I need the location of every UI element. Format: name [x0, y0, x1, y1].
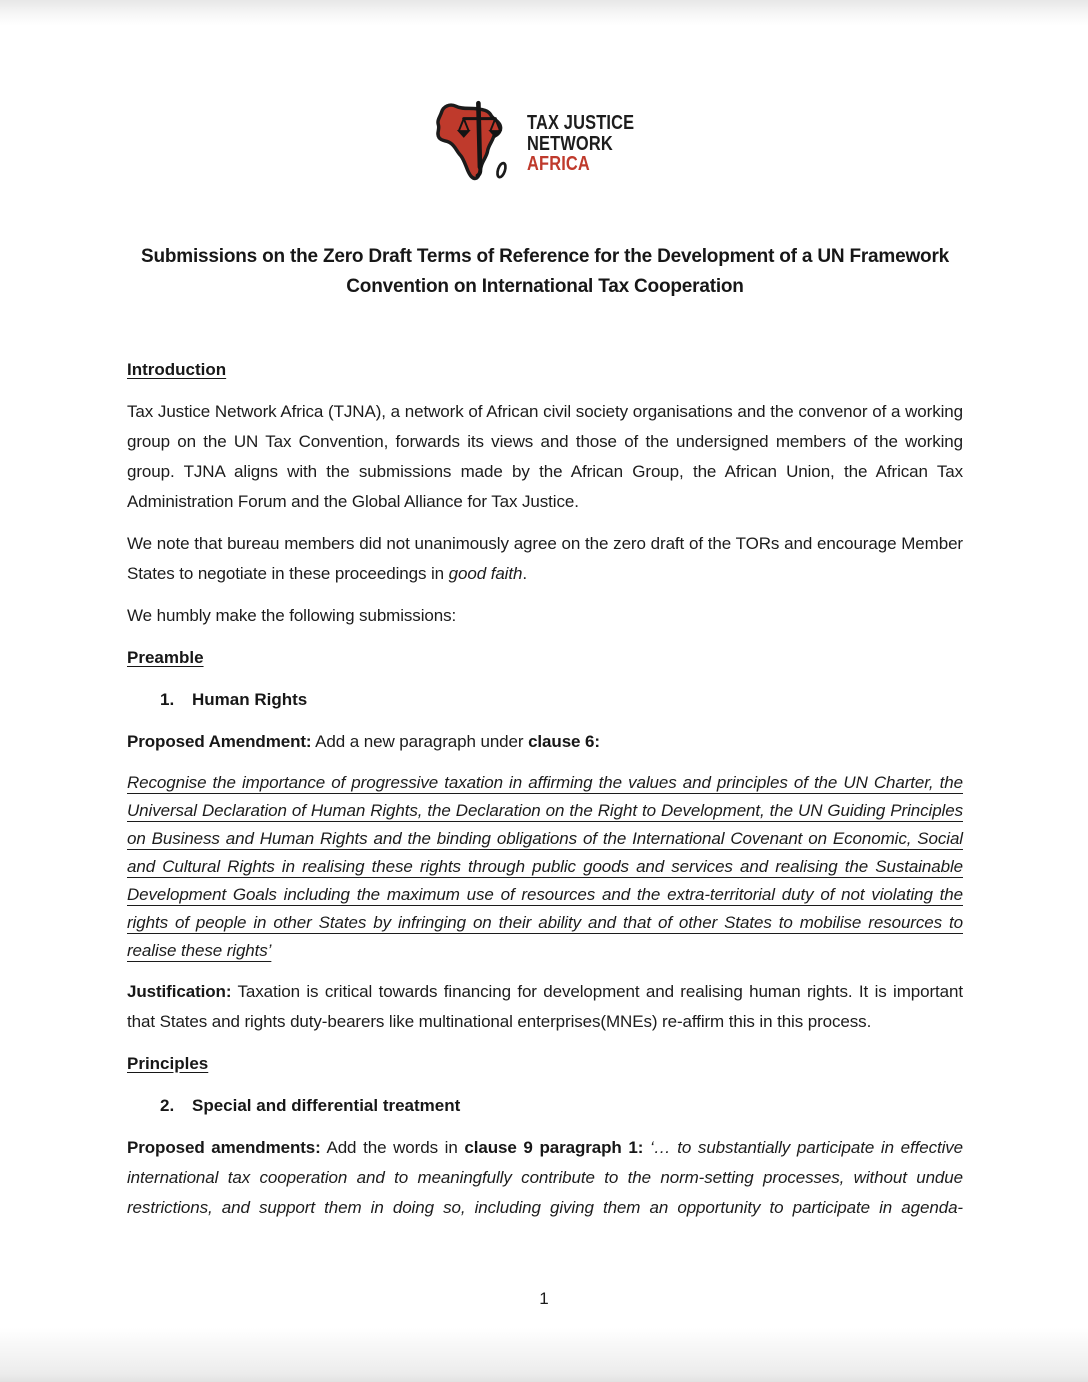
text-run: Add a new paragraph under [311, 732, 529, 751]
heading-introduction: Introduction [127, 360, 227, 379]
page-number: 1 [539, 1289, 549, 1308]
spacer [127, 302, 963, 355]
text-run: . [522, 564, 527, 583]
text-run: good faith [448, 564, 523, 583]
paragraph-proposed-amendment [127, 727, 963, 757]
logo-line-network: NETWORK [526, 132, 613, 155]
logo-line-africa: AFRICA [526, 153, 590, 176]
numbered-item-special-treatment [127, 1091, 963, 1121]
text-run: clause 6: [528, 732, 600, 751]
page-bottom-shadow [0, 1328, 1088, 1382]
text-run: Justification: [127, 982, 232, 1001]
africa-scales-icon [433, 98, 513, 190]
text-run: We note that bureau members did not unanimously agree on the zero draft of the TORs and encourage Member States to negotiate in these proceedings in [127, 534, 963, 583]
paragraph-justification [127, 977, 963, 1037]
paragraph-tjna-intro: Tax Justice Network Africa (TJNA), a network of African civil society organisations and the convenor of a working group on the UN Tax Convention, forwards its views and those of the undersigned members of the working group. TJNA aligns with the submissions made by the African Group, the African Union, the African Tax Administration Forum and the Global Alliance for Tax Justice. [127, 402, 963, 511]
text-run: Add the words in [320, 1138, 465, 1157]
tjna-logo [127, 98, 963, 190]
paragraph-submissions-lead: We humbly make the following submissions: [127, 606, 457, 625]
heading-principles: Principles [127, 1054, 209, 1073]
text-run: Proposed Amendment: [127, 732, 312, 751]
document-content [127, 0, 963, 1235]
numbered-item-human-rights [127, 685, 963, 715]
text-run: clause 9 paragraph 1: [464, 1138, 644, 1157]
heading-preamble: Preamble [127, 648, 204, 667]
item-title: Special and differential treatment [192, 1096, 461, 1115]
document-title: Submissions on the Zero Draft Terms of Reference for the Development of a UN Framework Convention on International Tax Cooperation [140, 246, 950, 297]
text-run: Proposed amendments: [127, 1138, 321, 1157]
item-number: 2. [160, 1096, 175, 1115]
logo-line-tax-justice: TAX JUSTICE [526, 112, 634, 135]
item-title: Human Rights [192, 690, 308, 709]
paragraph-proposed-amendments-clause9 [127, 1133, 963, 1223]
quote-clause6-amendment: Recognise the importance of progressive taxation in affirming the values and principles of the UN Charter, the Universal Declaration of Human Rights, the Declaration on the Right to Development, the UN Guiding Principles on Business and Human Rights and the binding obligations of the International Covenant on Economic, Social and Cultural Rights in realising these rights through public goods and services and realising the Sustainable Development Goals including the maximum use of resources and the extra-territorial duty of not violating the rights of people in other States by infringing on their ability and that of other States to mobilise resources to realise these rights’ [127, 773, 963, 960]
text-run: Taxation is critical towards financing for development and realising human rights. It is important that States and rights duty-bearers like multinational enterprises(MNEs) re-affirm this in this process. [127, 982, 963, 1031]
text-run [643, 1138, 650, 1157]
paragraph-bureau-note [127, 529, 963, 589]
text-run: ‘… to substantially participate in effective international tax cooperation and to meaningfully contribute to the norm-setting processes, without undue restrictions, and support them in doing so, including giving them an opportunity to participate in agenda- [127, 1138, 964, 1217]
logo-wordmark [527, 113, 634, 175]
item-number: 1. [160, 690, 175, 709]
